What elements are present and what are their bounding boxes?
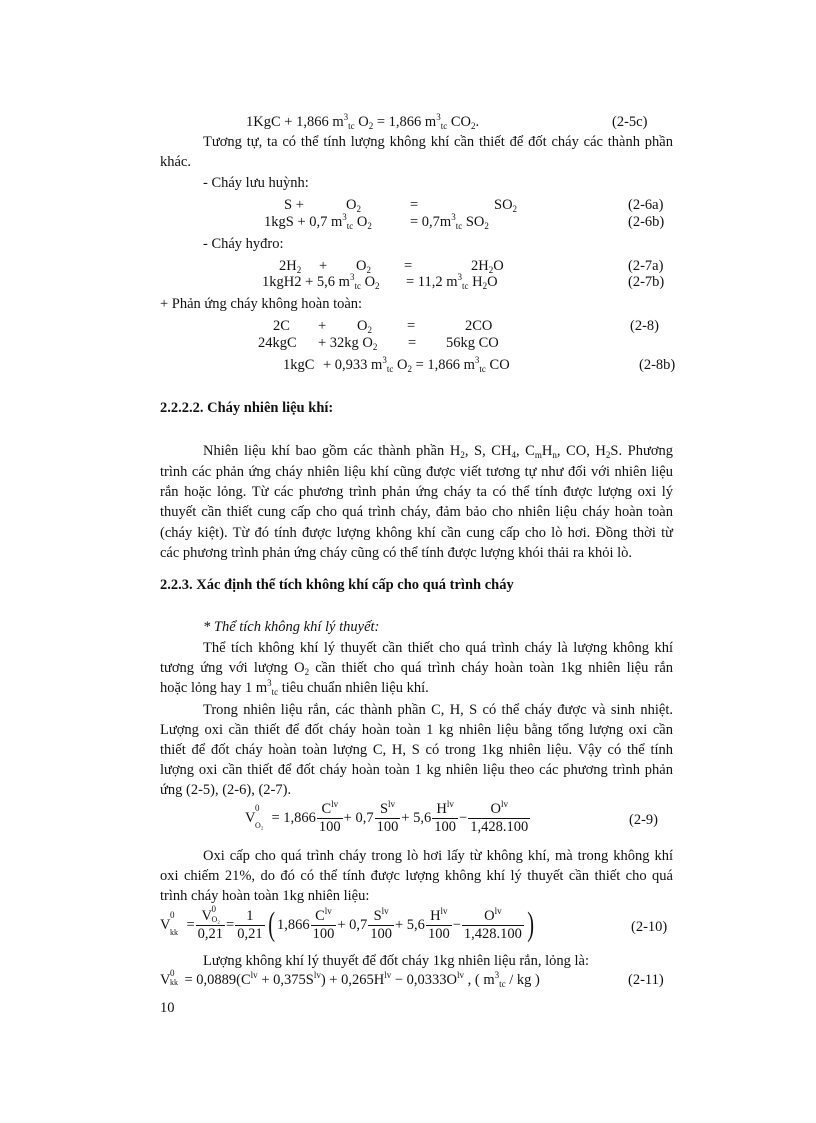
eq-text: 1,428.100: [470, 818, 529, 835]
text: Nhiên liệu khí bao gồm các thành phần H: [203, 443, 461, 459]
eq-text: SO: [494, 197, 513, 213]
eq-text: − 0,0333O: [391, 972, 457, 988]
paragraph-line: thiết để đốt cháy hoàn toàn lượng C, H, S có trong 1kg nhiên liệu. Vậy có thể tính: [160, 742, 673, 758]
text: H: [541, 443, 553, 459]
equation-tag: (2-7b): [628, 274, 665, 290]
eq-text: $O_2$: [357, 318, 372, 335]
paragraph-line: các phương trình phản ứng cháy cũng có thể tính được lượng khói thải ra khỏi lò.: [160, 545, 633, 561]
equation-tag: (2-9): [629, 812, 658, 828]
eq-text: O: [354, 114, 369, 130]
eq-text: H: [468, 274, 483, 290]
eq-text: O: [356, 258, 367, 274]
eq-text: 100: [434, 818, 457, 835]
eq-text: + 5,6: [401, 809, 432, 826]
paragraph-line: lượng oxi cần thiết để đốt cháy hoàn toàn 1 kg nhiên liệu theo các phương trình phản: [160, 762, 673, 778]
text: tương ứng với lượng O: [160, 660, 305, 676]
eq-text: 24kgC: [258, 335, 297, 351]
text: , CO, H: [556, 443, 606, 459]
eq-text: = 0,7m: [410, 214, 452, 230]
eq-text: = 11,2 $m^3_{tc}$ $H_2O$: [406, 272, 498, 291]
eq-text: H: [436, 800, 447, 817]
paragraph-line: Thể tích không khí lý thuyết cần thiết cho quá trình cháy là lượng không khí: [203, 640, 673, 656]
text: hoặc lỏng hay 1 m: [160, 680, 268, 696]
paragraph-line: thuyết cần thiết cung cấp cho quá trình cháy, đảm bảo cho nhiên liệu cháy hoàn toàn: [160, 504, 673, 520]
paragraph-line: tương ứng với lượng $O_2$ cần thiết cho quá trình cháy hoàn toàn 1kg nhiên liệu rắn: [160, 660, 673, 677]
eq-text: 1KgC + 1,866 m: [246, 114, 344, 130]
paragraph-line: Lượng oxi cần thiết để đốt cháy hoàn toàn 1 kg nhiên liệu bằng tổng lượng oxi cần: [160, 722, 673, 738]
paragraph-line: hoặc lỏng hay 1 $m^3_{tc}$ tiêu chuẩn nhiên liệu khí.: [160, 678, 429, 697]
eq-text: 1kgS + 0,7 $m^3_{tc}$ $O_2$: [264, 212, 372, 231]
eq-text: S: [379, 800, 389, 817]
text: S. Phương: [610, 443, 674, 459]
eq-text: 100: [318, 818, 341, 835]
eq-text: +: [319, 258, 328, 274]
eq-text: $2H_2$: [279, 258, 302, 275]
fraction: $\frac{C^{lv}}{100}$: [312, 905, 335, 942]
sup: 3: [436, 112, 441, 122]
paragraph-line: khác.: [160, 154, 191, 170]
eq-text: O: [357, 318, 368, 334]
fraction: V 0 O₂ 0,21: [197, 903, 224, 942]
eq-text: SO: [462, 214, 485, 230]
eq-text: 100: [376, 818, 399, 835]
eq-text: + 0,7: [337, 916, 368, 933]
equation-tag: (2-5c): [612, 114, 648, 130]
eq-text: 1,428.100: [463, 925, 522, 942]
eq-text: 100: [312, 925, 335, 942]
eq-text: / kg ): [505, 972, 540, 988]
eq-text: V: [160, 972, 171, 988]
paragraph-line: Oxi cấp cho quá trình cháy trong lò hơi lấy từ không khí, mà trong không khí: [203, 848, 673, 864]
paragraph-line: oxi chiếm 21%, do đó có thể tính được lượng không khí lý thuyết cần thiết cho quá: [160, 868, 673, 884]
equation-tag: (2-7a): [628, 258, 664, 274]
eq-text: V: [201, 907, 212, 924]
sub: tc: [348, 121, 355, 131]
equation-tag: (2-6b): [628, 214, 665, 230]
right-paren: ): [527, 906, 534, 943]
section-heading-2-2-2-2: 2.2.2.2. Cháy nhiên liệu khí:: [160, 400, 334, 416]
eq-text: .: [475, 114, 480, 130]
equation-2-9: [245, 796, 531, 840]
fraction: $\frac{S^{lv}}{100}$: [370, 905, 392, 942]
eq-text: +: [318, 318, 327, 334]
eq-text: + 0,933 $m^3_{tc}$ $O_2 = 1,866$ $m^3_{tc}$ CO: [323, 355, 510, 374]
eq-text: $O_2$: [356, 258, 371, 275]
eq-text: = 1,866 m: [373, 114, 437, 130]
paragraph-line: rắn hoặc lỏng. Từ các phương trình phản ứng cháy ta có thể tính được lượng oxi lý: [160, 484, 673, 500]
paragraph-line: (cháy kiệt). Từ đó tính được lượng không khí cần cung cấp cho lò hơi. Đồng thời từ: [160, 525, 673, 541]
section-heading-2-2-3: 2.2.3. Xác định thể tích không khí cấp cho quá trình cháy: [160, 577, 514, 593]
eq-text: $SO_2$: [494, 197, 518, 214]
eq-text: 1,866: [276, 916, 310, 933]
paragraph-line: Tương tự, ta có thể tính lượng không khí cần thiết để đốt cháy các thành phần: [203, 134, 673, 150]
eq-text: 0,21: [237, 925, 263, 942]
equation-2-5c: [246, 113, 479, 131]
eq-text: O: [490, 800, 501, 817]
paragraph-line: trình cháy hoàn toàn 1kg nhiên liệu:: [160, 888, 370, 904]
eq-text: + 0,7: [343, 809, 374, 826]
eq-text: =: [408, 335, 417, 351]
text: , C: [515, 443, 535, 459]
eq-text: O: [487, 274, 498, 290]
eq-text: 1kgS + 0,7 m: [264, 214, 343, 230]
eq-text: =: [410, 197, 419, 213]
text: cần thiết cho quá trình cháy hoàn toàn 1kg nhiên liệu rắn: [309, 660, 673, 676]
eq-text: O: [346, 197, 357, 213]
eq-text: C: [321, 800, 332, 817]
eq-text: CO: [485, 357, 510, 373]
eq-text: + 0,933 m: [323, 357, 383, 373]
fraction: $\frac{O^{lv}}{1,428.100}$: [463, 905, 522, 942]
fraction: $\frac{C^{lv}}{100}$: [318, 798, 341, 835]
paragraph-line: trình các phản ứng cháy nhiên liệu khí cũng được viết tương tự như đối với nhiên liệu: [160, 464, 673, 480]
eq-text: O: [353, 214, 368, 230]
eq-text: + 0,375S: [257, 972, 314, 988]
sub: 2: [368, 121, 374, 131]
equation-tag: (2-10): [631, 919, 668, 935]
eq-text: + 5,6: [395, 916, 425, 933]
paragraph-line: Lượng không khí lý thuyết để đốt cháy 1kg nhiên liệu rắn, lỏng là:: [203, 953, 590, 969]
equation-tag: (2-6a): [628, 197, 664, 213]
left-paren: (: [267, 906, 275, 943]
eq-text: = 1,866 m: [411, 357, 475, 373]
eq-text: = $0,7m^3_{tc}$ $SO_2$: [410, 212, 489, 231]
eq-text: 100: [427, 925, 450, 942]
page-number: 10: [160, 1000, 175, 1016]
fraction: [235, 908, 264, 943]
eq-text: ) + 0,265H: [320, 972, 385, 988]
equation-tag: (2-8): [630, 318, 659, 334]
sub: 2: [470, 121, 476, 131]
v-o2-symbol: V 0 O₂: [245, 802, 264, 830]
eq-text: + 32kg $O_2$: [318, 335, 378, 352]
eq-text: =: [407, 318, 416, 334]
eq-text: CO: [447, 114, 471, 130]
eq-text: 1: [235, 908, 264, 926]
eq-text: O: [360, 274, 376, 290]
eq-text: S +: [284, 197, 304, 213]
eq-text: 100: [370, 925, 392, 942]
eq-text: 2H: [279, 258, 297, 274]
text: tiêu chuẩn nhiên liệu khí.: [278, 680, 429, 696]
eq-text: 0,21: [197, 925, 224, 942]
text: , S, CH: [464, 443, 512, 459]
eq-text: 56kg CO: [446, 335, 499, 351]
paragraph-line: Trong nhiên liệu rắn, các thành phần C, H, S có thể cháy được và sinh nhiệt.: [203, 702, 673, 718]
eq-text: =: [404, 258, 413, 274]
eq-text: 2CO: [465, 318, 493, 334]
fraction: $\frac{H^{lv}}{100}$: [427, 905, 450, 942]
eq-text: = 0,0889(C: [184, 972, 251, 988]
fraction: $\frac{H^{lv}}{100}$: [434, 798, 457, 835]
eq-text: $2H_2O$: [471, 258, 504, 275]
fraction: $\frac{O^{lv}}{1,428.100}$: [470, 798, 529, 835]
fraction: $\frac{S^{lv}}{100}$: [376, 798, 399, 835]
v-kk-symbol: V 0 kk: [160, 909, 178, 937]
eq-text: + 32kg O: [318, 335, 373, 351]
v-kk-symbol: V 0 kk: [160, 968, 178, 988]
list-item-hydro: - Cháy hyđro:: [203, 236, 284, 252]
equation-2-10: V 0 kk = V 0 O₂ 0,21 = $\frac{1}{0,21}$ ( 1,866 $\frac{C^{lv}}{100}$ + 0,7 $\frac{S^{lv}}{100}$ + 5,6 $\frac{H^{lv}}{100}$ − $\frac{O^{lv}}{1,428.100}$ ): [160, 903, 534, 943]
incomplete-heading: + Phản ứng cháy không hoàn toàn:: [160, 296, 363, 312]
equation-tag: (2-8b): [639, 357, 676, 373]
eq-text: V: [160, 916, 171, 933]
eq-text: = 1,866: [271, 809, 316, 826]
eq-text: −: [452, 916, 461, 933]
sup: 3: [343, 112, 349, 122]
paragraph-line: Nhiên liệu khí bao gồm các thành phần $H_2$, S, $CH_4$, $C_mH_n$, CO, $H_2S$. Phương: [203, 443, 674, 460]
equation-2-11: V 0 kk = $0,0889(C^{lv} + 0,375S^{lv}) + 0,265H^{lv} - 0,0333O^{lv}$ , ( $m^3_{tc}$ / kg ): [160, 968, 540, 989]
eq-text: V: [245, 809, 256, 826]
eq-text: 1kgC: [283, 357, 315, 373]
eq-text: 1kgH2 + 5,6 m: [262, 274, 350, 290]
eq-text: = 11,2 m: [406, 274, 458, 290]
eq-text: O: [493, 258, 504, 274]
eq-text: −: [459, 809, 468, 826]
eq-text: , ( m: [464, 972, 495, 988]
eq-text: 2C: [273, 318, 290, 334]
equation-tag: (2-11): [628, 972, 664, 988]
eq-text: 1kgH2 + 5,6 $m^3_{tc}$ $O_2$: [262, 272, 380, 291]
subheading-theoretical-air: * Thể tích không khí lý thuyết:: [203, 619, 380, 635]
sub: tc: [440, 121, 448, 131]
eq-text: 2H: [471, 258, 489, 274]
eq-text: O: [393, 357, 408, 373]
eq-text: $O_2$: [346, 197, 361, 214]
paragraph-line: ứng (2-5), (2-6), (2-7).: [160, 782, 292, 798]
list-item-sulfur: - Cháy lưu huỳnh:: [203, 175, 309, 191]
